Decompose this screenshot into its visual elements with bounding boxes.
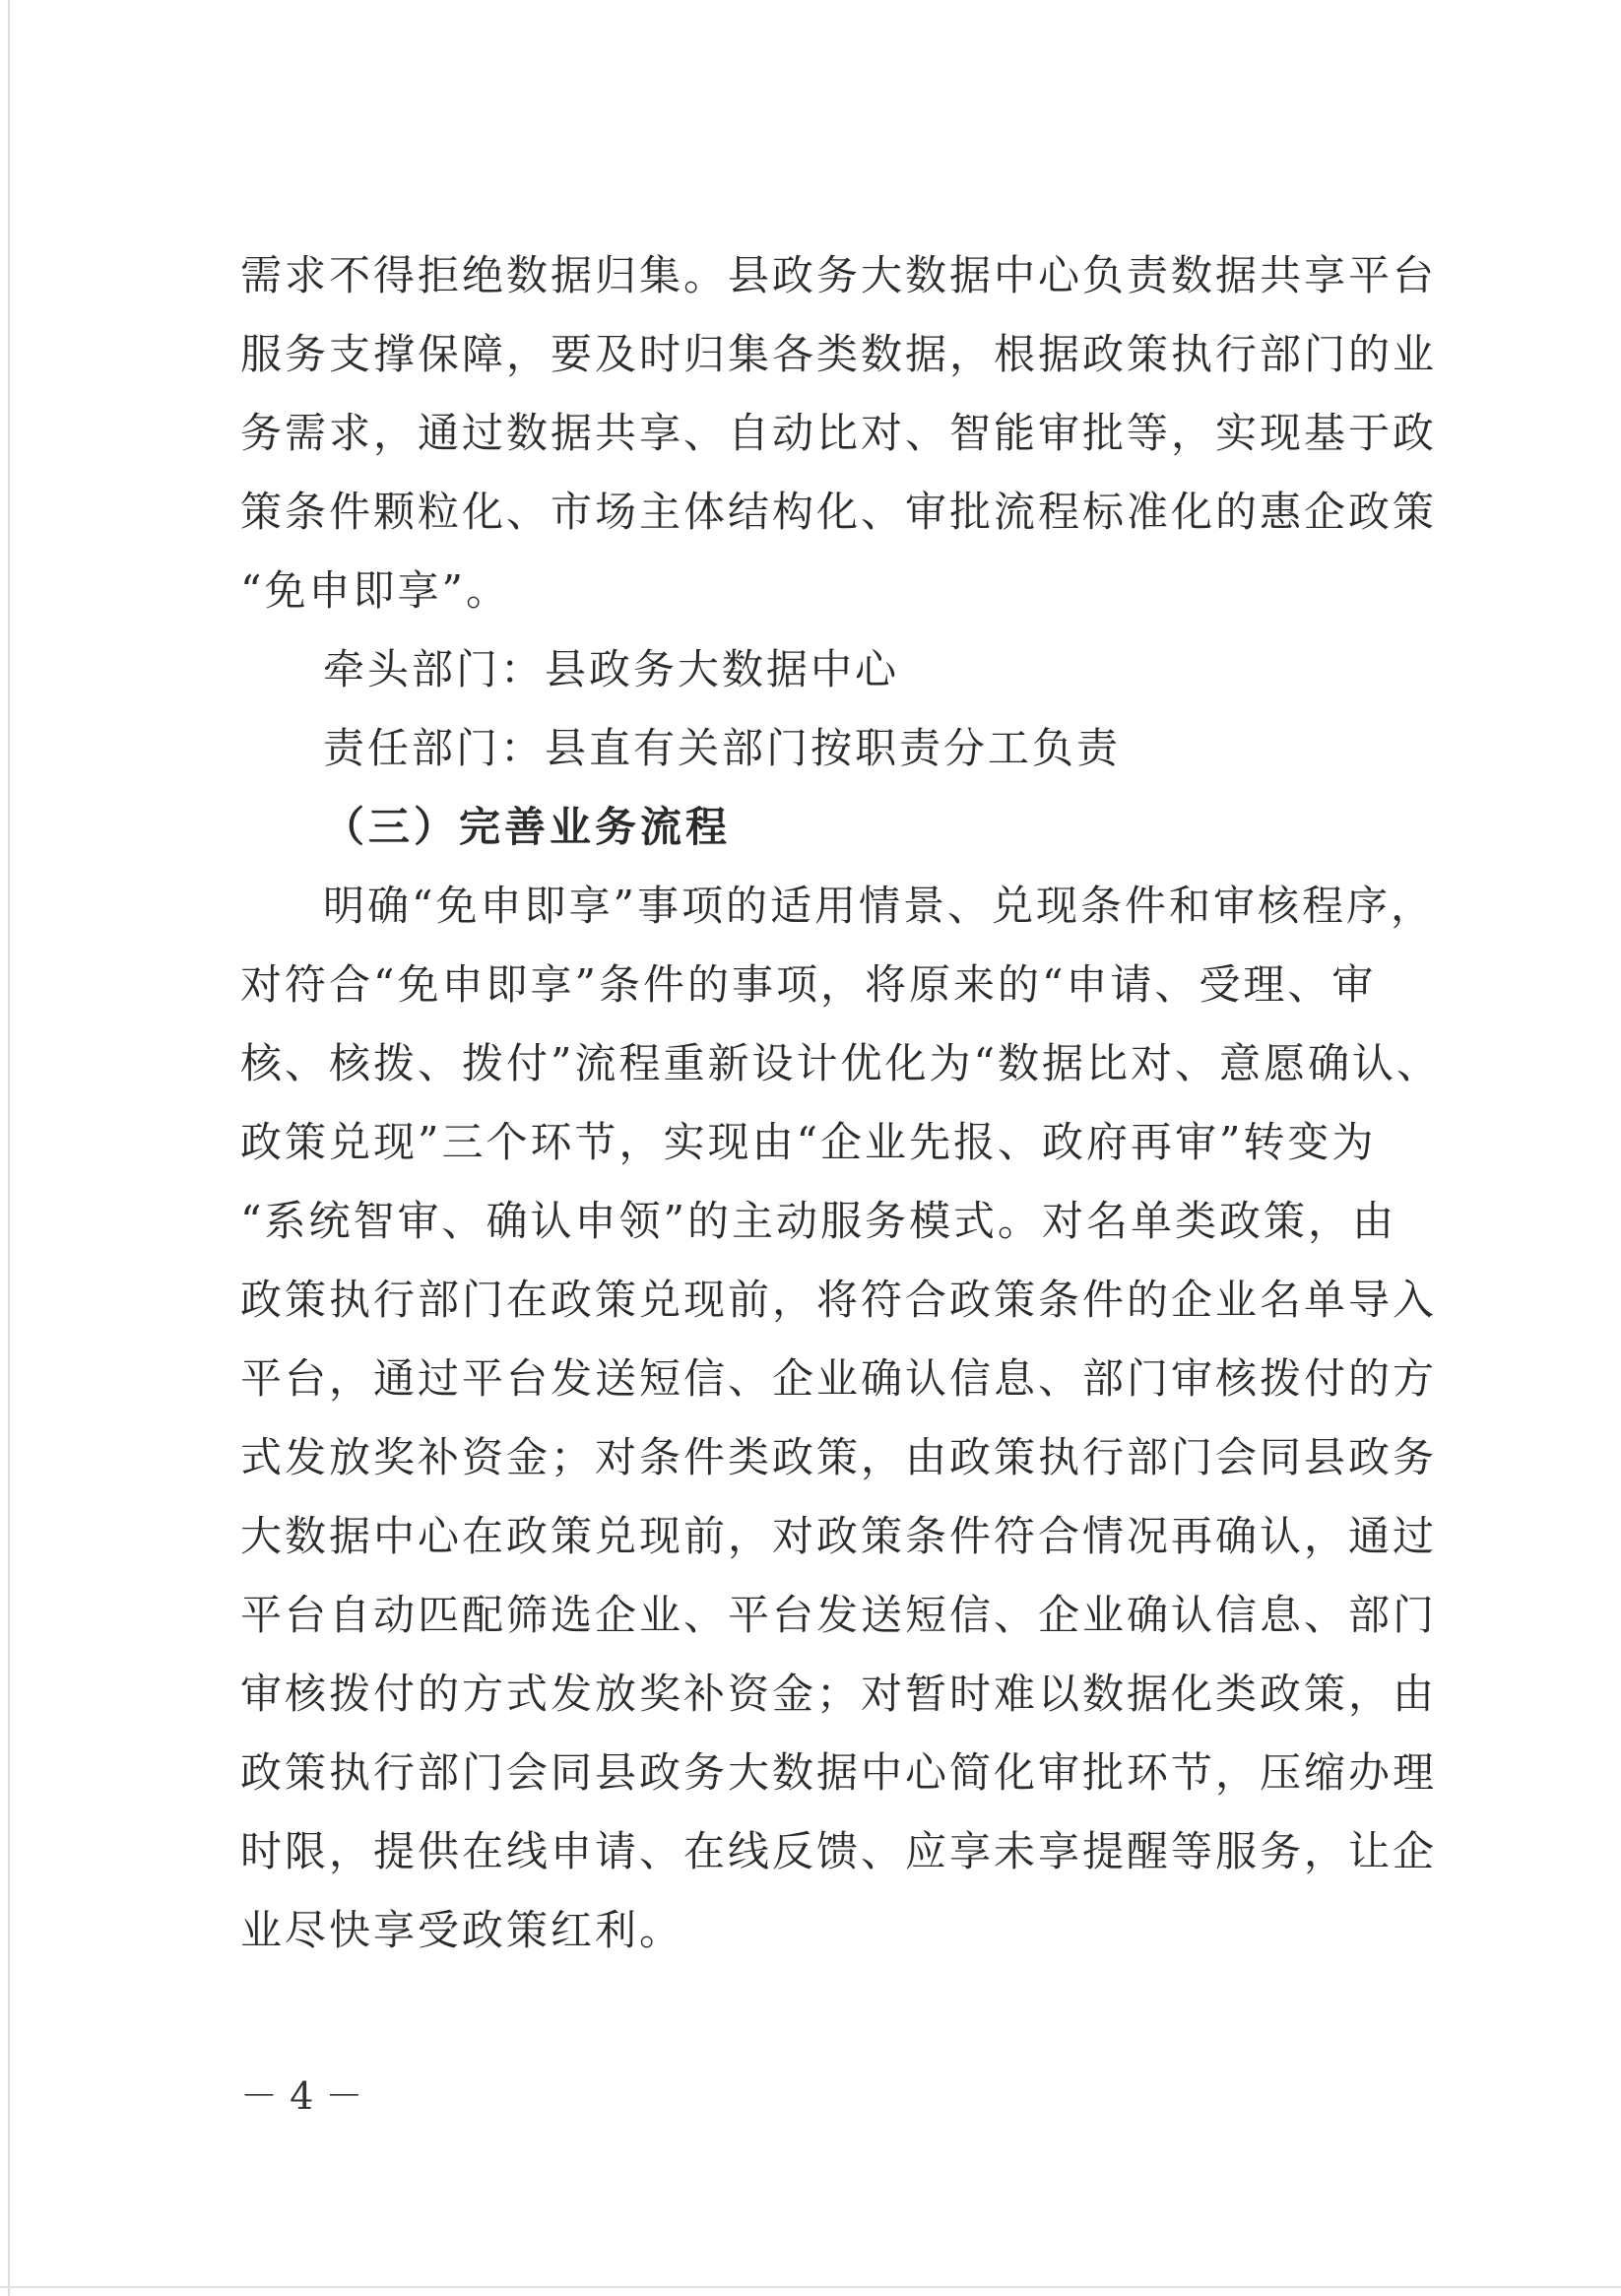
page-number: － 4 － [240,2074,363,2118]
text-line: 平台自动匹配筛选企业、平台发送短信、企业确认信息、部门 [240,1591,1438,1639]
text-line: 策条件颗粒化、市场主体结构化、审批流程标准化的惠企政策 [240,488,1438,536]
text-line: 业尽快享受政策红利。 [240,1906,684,1954]
text-line: 对符合“免申即享”条件的事项，将原来的“申请、受理、审 [240,960,1377,1009]
text-line: 政策兑现”三个环节，实现由“企业先报、政府再审”转变为 [240,1118,1377,1166]
body-text [240,236,1441,1970]
text-line: 平台，通过平台发送短信、企业确认信息、部门审核拨付的方 [240,1354,1438,1403]
text-line: 政策执行部门会同县政务大数据中心简化审批环节，压缩办理 [240,1748,1438,1797]
text-line: 审核拨付的方式发放奖补资金；对暂时难以数据化类政策，由 [240,1670,1438,1718]
text-line: 大数据中心在政策兑现前，对政策条件符合情况再确认，通过 [240,1512,1438,1560]
text-line: 式发放奖补资金；对条件类政策，由政策执行部门会同县政务 [240,1433,1438,1481]
text-line: 明确“免申即享”事项的适用情景、兑现条件和审核程序， [323,882,1435,930]
lead-department-line: 牵头部门：县政务大数据中心 [323,645,900,693]
responsible-department-line: 责任部门：县直有关部门按职责分工负责 [323,724,1122,772]
text-line: “免申即享”。 [240,566,510,615]
scan-edge-left [8,0,10,2296]
text-line: “系统智审、确认申领”的主动服务模式。对名单类政策，由 [240,1197,1396,1245]
text-line: 需求不得拒绝数据归集。县政务大数据中心负责数据共享平台 [240,251,1438,299]
section-heading: （三）完善业务流程 [323,803,732,851]
text-line: 服务支撑保障，要及时归集各类数据，根据政策执行部门的业 [240,330,1438,378]
scan-edge-bottom [0,2286,1621,2288]
text-line: 时限，提供在线申请、在线反馈、应享未享提醒等服务，让企 [240,1827,1438,1875]
text-line: 政策执行部门在政策兑现前，将符合政策条件的企业名单导入 [240,1276,1438,1324]
text-line: 核、核拨、拨付”流程重新设计优化为“数据比对、意愿确认、 [240,1039,1441,1087]
text-line: 务需求，通过数据共享、自动比对、智能审批等，实现基于政 [240,409,1438,457]
